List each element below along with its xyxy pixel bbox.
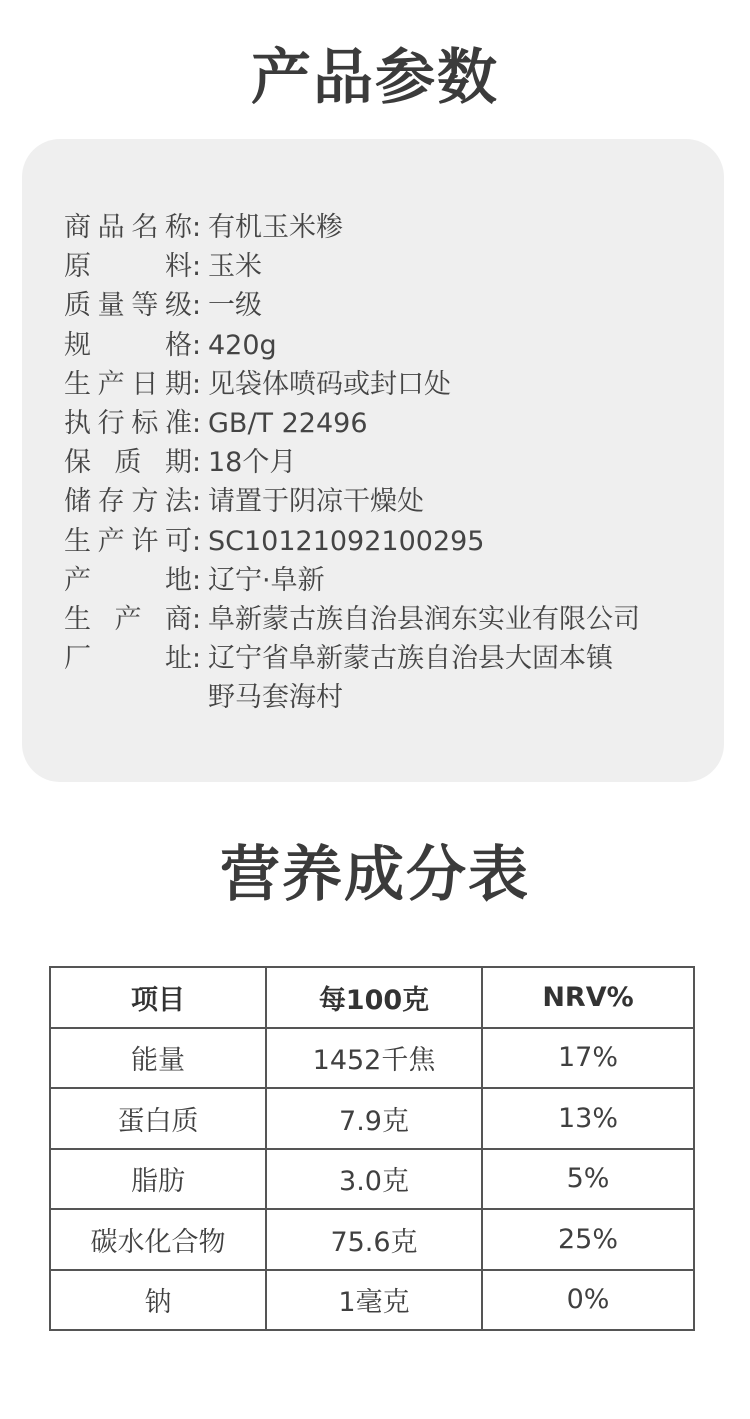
nutrient-nrv: 0%	[482, 1270, 694, 1331]
param-label: 执行标准	[64, 408, 192, 440]
nutrient-name: 脂肪	[50, 1149, 266, 1210]
param-label: 质量等级	[64, 290, 192, 322]
param-value: 18个月	[208, 447, 297, 479]
params-list	[64, 208, 640, 718]
param-value: 玉米	[208, 251, 262, 283]
nutrient-nrv: 25%	[482, 1209, 694, 1270]
nutrient-nrv: 5%	[482, 1149, 694, 1210]
param-row	[64, 286, 640, 325]
param-colon: :	[192, 290, 202, 322]
param-row	[64, 326, 640, 365]
param-value: SC10121092100295	[208, 525, 485, 557]
product-params-card	[22, 139, 724, 782]
param-colon: :	[192, 486, 202, 518]
param-label: 储存方法	[64, 486, 192, 518]
nutrient-amount: 75.6克	[266, 1209, 482, 1270]
param-label: 保质期	[64, 447, 192, 479]
nutrition-facts-title: 营养成分表	[220, 840, 530, 910]
param-colon: :	[192, 251, 202, 283]
param-value-continuation: 野马套海村	[208, 682, 343, 714]
nutrient-name: 钠	[50, 1270, 266, 1331]
param-value: 一级	[208, 290, 262, 322]
table-row	[50, 1270, 694, 1331]
param-colon: :	[192, 329, 202, 361]
param-value: GB/T 22496	[208, 408, 368, 440]
column-header-per-100g: 每100克	[266, 967, 482, 1028]
table-header-row	[50, 967, 694, 1028]
param-row	[64, 208, 640, 247]
param-row	[64, 247, 640, 286]
param-row	[64, 639, 640, 678]
table-row	[50, 1088, 694, 1149]
param-colon: :	[192, 408, 202, 440]
param-row	[64, 600, 640, 639]
param-colon: :	[192, 447, 202, 479]
param-colon: :	[192, 564, 202, 596]
table-row	[50, 1149, 694, 1210]
param-label: 生产商	[64, 604, 192, 636]
param-row	[64, 522, 640, 561]
column-header-item: 项目	[50, 967, 266, 1028]
param-colon: :	[192, 212, 202, 243]
column-header-nrv: NRV%	[482, 967, 694, 1028]
nutrient-name: 能量	[50, 1028, 266, 1089]
product-params-title: 产品参数	[251, 43, 499, 113]
param-value: 见袋体喷码或封口处	[208, 368, 451, 400]
param-value: 辽宁省阜新蒙古族自治县大固本镇	[208, 643, 613, 675]
nutrient-amount: 1毫克	[266, 1270, 482, 1331]
param-row	[64, 365, 640, 404]
param-label: 产地	[64, 564, 192, 596]
param-row	[64, 561, 640, 600]
param-value: 阜新蒙古族自治县润东实业有限公司	[208, 604, 640, 636]
param-label: 厂址	[64, 643, 192, 675]
param-row-continuation	[64, 678, 640, 717]
param-label: 原料	[64, 251, 192, 283]
param-label: 商品名称	[64, 212, 192, 243]
param-row	[64, 443, 640, 482]
table-row	[50, 1209, 694, 1270]
param-row	[64, 404, 640, 443]
nutrient-nrv: 17%	[482, 1028, 694, 1089]
nutrient-amount: 3.0克	[266, 1149, 482, 1210]
param-value: 有机玉米糁	[208, 212, 343, 243]
param-row	[64, 482, 640, 521]
nutrient-amount: 1452千焦	[266, 1028, 482, 1089]
param-label: 生产日期	[64, 368, 192, 400]
nutrient-name: 碳水化合物	[50, 1209, 266, 1270]
param-colon: :	[192, 643, 202, 675]
param-value: 420g	[208, 329, 277, 361]
nutrient-nrv: 13%	[482, 1088, 694, 1149]
table-row	[50, 1028, 694, 1089]
param-colon: :	[192, 368, 202, 400]
param-colon: :	[192, 604, 202, 636]
param-colon: :	[192, 525, 202, 557]
nutrient-name: 蛋白质	[50, 1088, 266, 1149]
param-value: 请置于阴凉干燥处	[208, 486, 424, 518]
param-label: 规格	[64, 329, 192, 361]
nutrient-amount: 7.9克	[266, 1088, 482, 1149]
nutrition-table	[49, 966, 695, 1331]
param-label: 生产许可	[64, 525, 192, 557]
param-value: 辽宁·阜新	[208, 564, 325, 596]
